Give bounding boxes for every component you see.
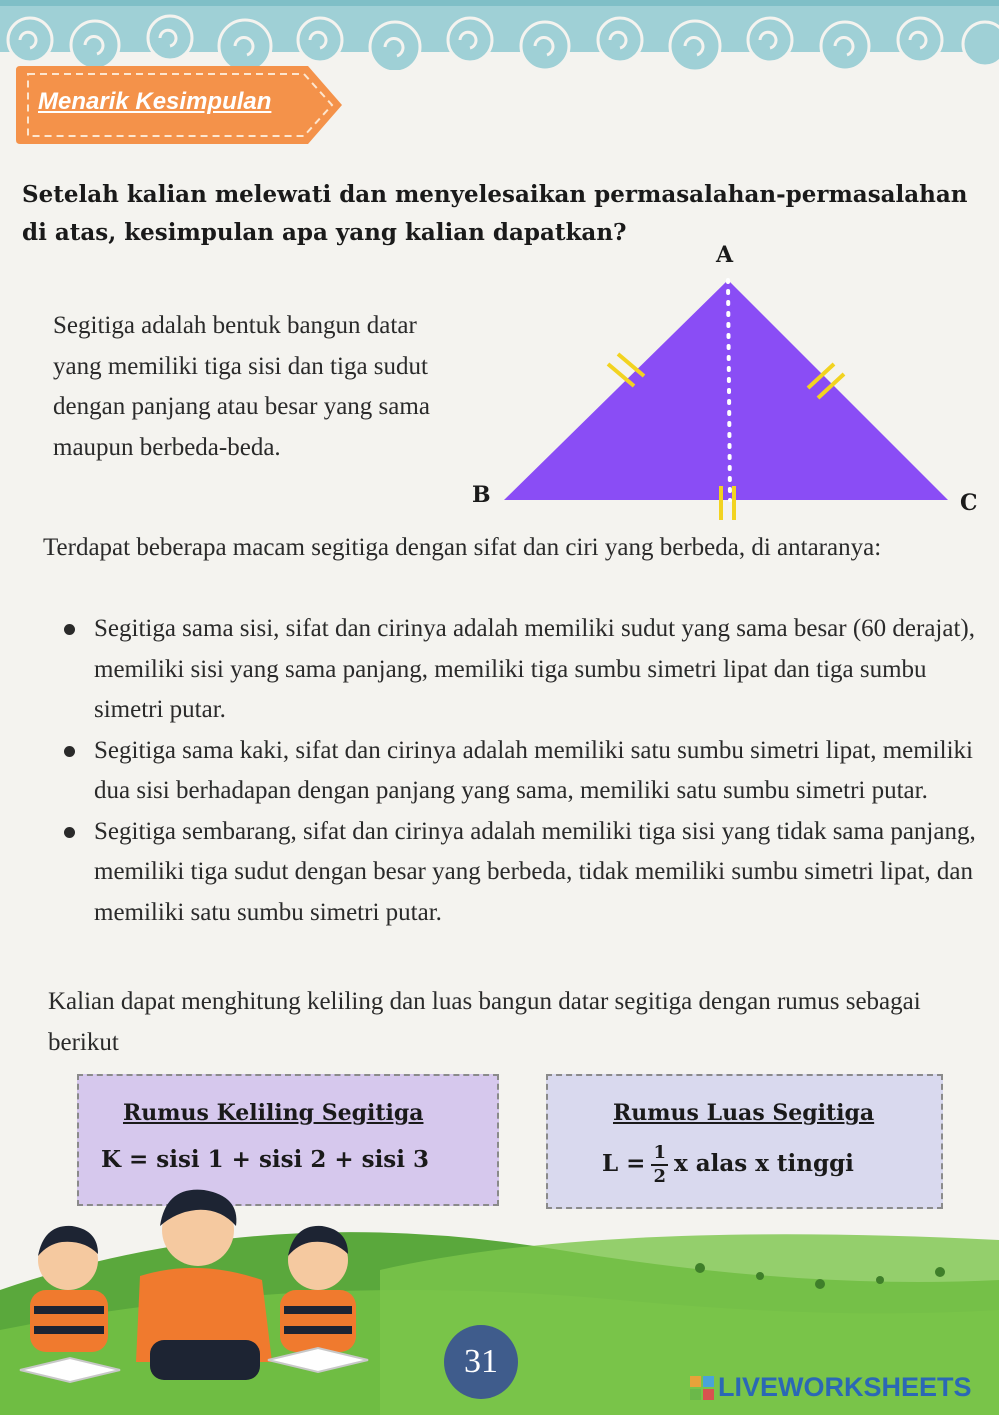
adult-middle [136,1190,272,1380]
area-formula-suffix: x alas x tinggi [673,1150,854,1177]
list-item-text: Segitiga sama kaki, sifat dan cirinya adalah memiliki satu sumbu simetri lipat, memiliki dua sisi berhadapan dengan panjang yang sama, memiliki satu sumbu simetri putar. [94,736,973,804]
conclusion-question: Setelah kalian melewati dan menyelesaikan permasalahan-permasalahan di atas, kesimpulan apa yang kalian dapatkan? [22,181,968,246]
list-item [58,731,978,812]
bullet-icon [64,746,75,757]
triangle-shape [504,280,948,500]
formula-intro: Kalian dapat menghitung keliling dan luas bangun datar segitiga dengan rumus sebagai berikut [48,988,921,1056]
vertex-a-label: A [716,242,734,268]
list-item [58,812,978,934]
bullet-icon [64,827,75,838]
liveworksheets-logo-icon [690,1376,714,1400]
vertex-c-label: C [960,490,978,516]
list-item-text: Segitiga sembarang, sifat dan cirinya adalah memiliki tiga sisi yang tidak sama panjang, memiliki tiga sudut dengan besar yang berbeda, tidak memiliki sumbu simetri lipat, dan memiliki satu sumbu simetri putar. [94,817,976,926]
perimeter-formula-title: Rumus Keliling Segitiga [123,1100,424,1126]
bullet-icon [64,624,75,635]
area-formula-prefix: L = [602,1150,646,1177]
isosceles-triangle-figure [468,238,988,528]
height-line [728,280,730,500]
page-number: 31 [444,1325,518,1399]
liveworksheets-watermark: LIVEWORKSHEETS [718,1372,972,1402]
vertex-b-label: B [472,482,491,508]
area-formula-title: Rumus Luas Segitiga [613,1100,875,1126]
list-item-text: Segitiga sama sisi, sifat dan cirinya adalah memiliki sudut yang sama besar (60 derajat), memiliki sisi yang sama panjang, memiliki tiga sumbu simetri lipat dan tiga sumbu simetri putar. [94,615,975,723]
fraction-numerator: 1 [651,1142,668,1166]
fraction-denominator: 2 [653,1166,666,1187]
triangle-types-list [58,609,978,933]
section-badge-label: Menarik Kesimpulan [38,88,272,115]
cloud-border-decoration [0,0,999,70]
list-item [58,609,978,731]
triangle-definition: Segitiga adalah bentuk bangun datar yang memiliki tiga sisi dan tiga sudut dengan panjang atau besar yang sama maupun berbeda-beda. [53,312,430,461]
perimeter-formula: K = sisi 1 + sisi 2 + sisi 3 [101,1146,429,1173]
triangle-types-intro: Terdapat beberapa macam segitiga dengan sifat dan ciri yang berbeda, di antaranya: [43,534,882,561]
